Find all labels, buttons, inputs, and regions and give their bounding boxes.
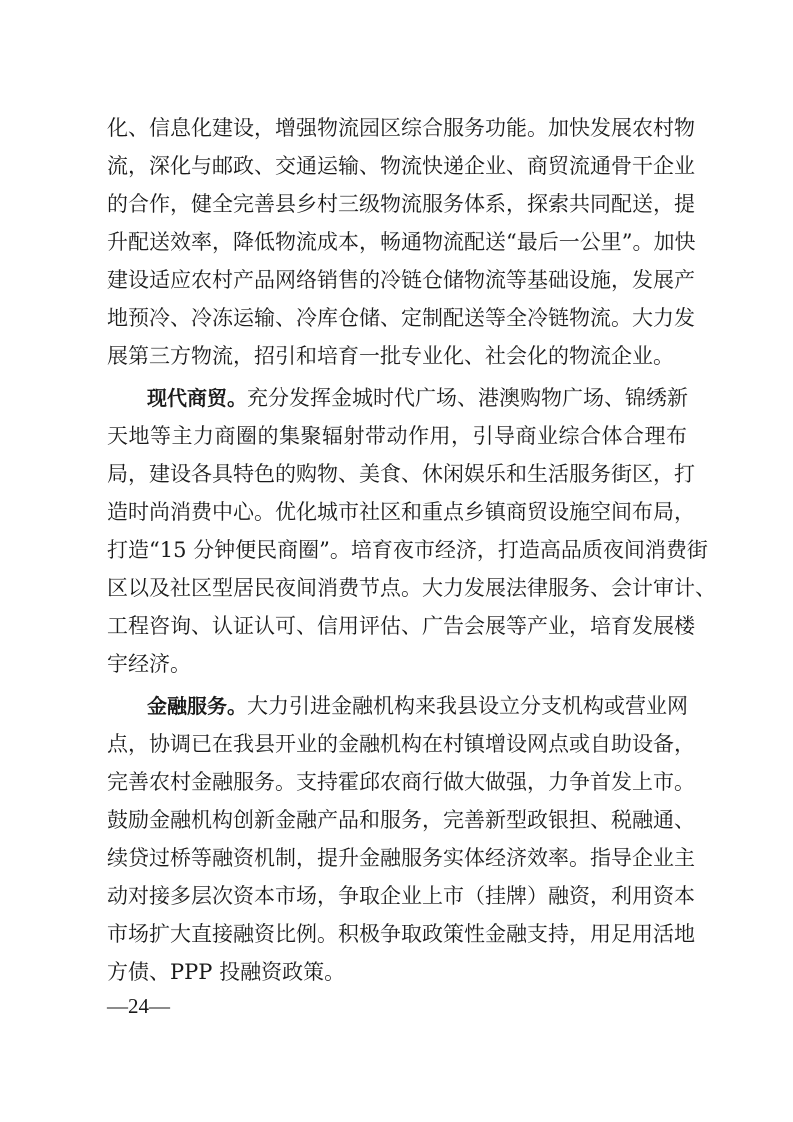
text-line: 工程咨询、认证认可、信用评估、广告会展等产业，培育发展楼 [107, 614, 695, 638]
text-line: 化、信息化建设，增强物流园区综合服务功能。加快发展农村物 [107, 116, 695, 140]
page-number: —24— [107, 994, 170, 1018]
text-line: 动对接多层次资本市场，争取企业上市（挂牌）融资，利用资本 [107, 884, 695, 908]
text-line: 区以及社区型居民夜间消费节点。大力发展法律服务、会计审计、 [107, 576, 716, 600]
text-line: 升配送效率，降低物流成本，畅通物流配送“最后一公里”。加快 [107, 230, 696, 254]
text-line: 宇经济。 [107, 652, 191, 676]
text-line: 市场扩大直接融资比例。积极争取政策性金融支持，用足用活地 [107, 922, 695, 946]
text-line-rest: 大力引进金融机构来我县设立分支机构或营业网 [247, 694, 688, 718]
text-line: 地预冷、冷冻运输、冷库仓储、定制配送等全冷链物流。大力发 [107, 306, 695, 330]
text-line: 展第三方物流，招引和培育一批专业化、社会化的物流企业。 [107, 344, 674, 368]
text-line-rest: 充分发挥金城时代广场、港澳购物广场、锦绣新 [247, 386, 688, 410]
text-line: 续贷过桥等融资机制，提升金融服务实体经济效率。指导企业主 [107, 846, 695, 870]
text-line-first [147, 380, 687, 416]
text-line: 局，建设各具特色的购物、美食、休闲娱乐和生活服务街区，打 [107, 462, 695, 486]
text-line: 打造“15 分钟便民商圈”。培育夜市经济，打造高品质夜间消费街 [107, 538, 708, 562]
text-line: 点，协调已在我县开业的金融机构在村镇增设网点或自助设备， [107, 732, 695, 756]
text-line: 天地等主力商圈的集聚辐射带动作用，引导商业综合体合理布 [107, 424, 687, 448]
text-line-first [147, 688, 687, 724]
text-line: 造时尚消费中心。优化城市社区和重点乡镇商贸设施空间布局， [107, 500, 695, 524]
text-line: 流，深化与邮政、交通运输、物流快递企业、商贸流通骨干企业 [107, 154, 695, 178]
text-line: 建设适应农村产品网络销售的冷链仓储物流等基础设施，发展产 [107, 268, 695, 292]
text-line: 完善农村金融服务。支持霍邱农商行做大做强，力争首发上市。 [107, 770, 695, 794]
text-line: 的合作，健全完善县乡村三级物流服务体系，探索共同配送，提 [107, 192, 695, 216]
text-line: 鼓励金融机构创新金融产品和服务，完善新型政银担、税融通、 [107, 808, 695, 832]
paragraph-heading: 现代商贸。 [147, 386, 247, 410]
text-line: 方债、PPP 投融资政策。 [107, 960, 346, 984]
paragraph-heading: 金融服务。 [147, 694, 247, 718]
